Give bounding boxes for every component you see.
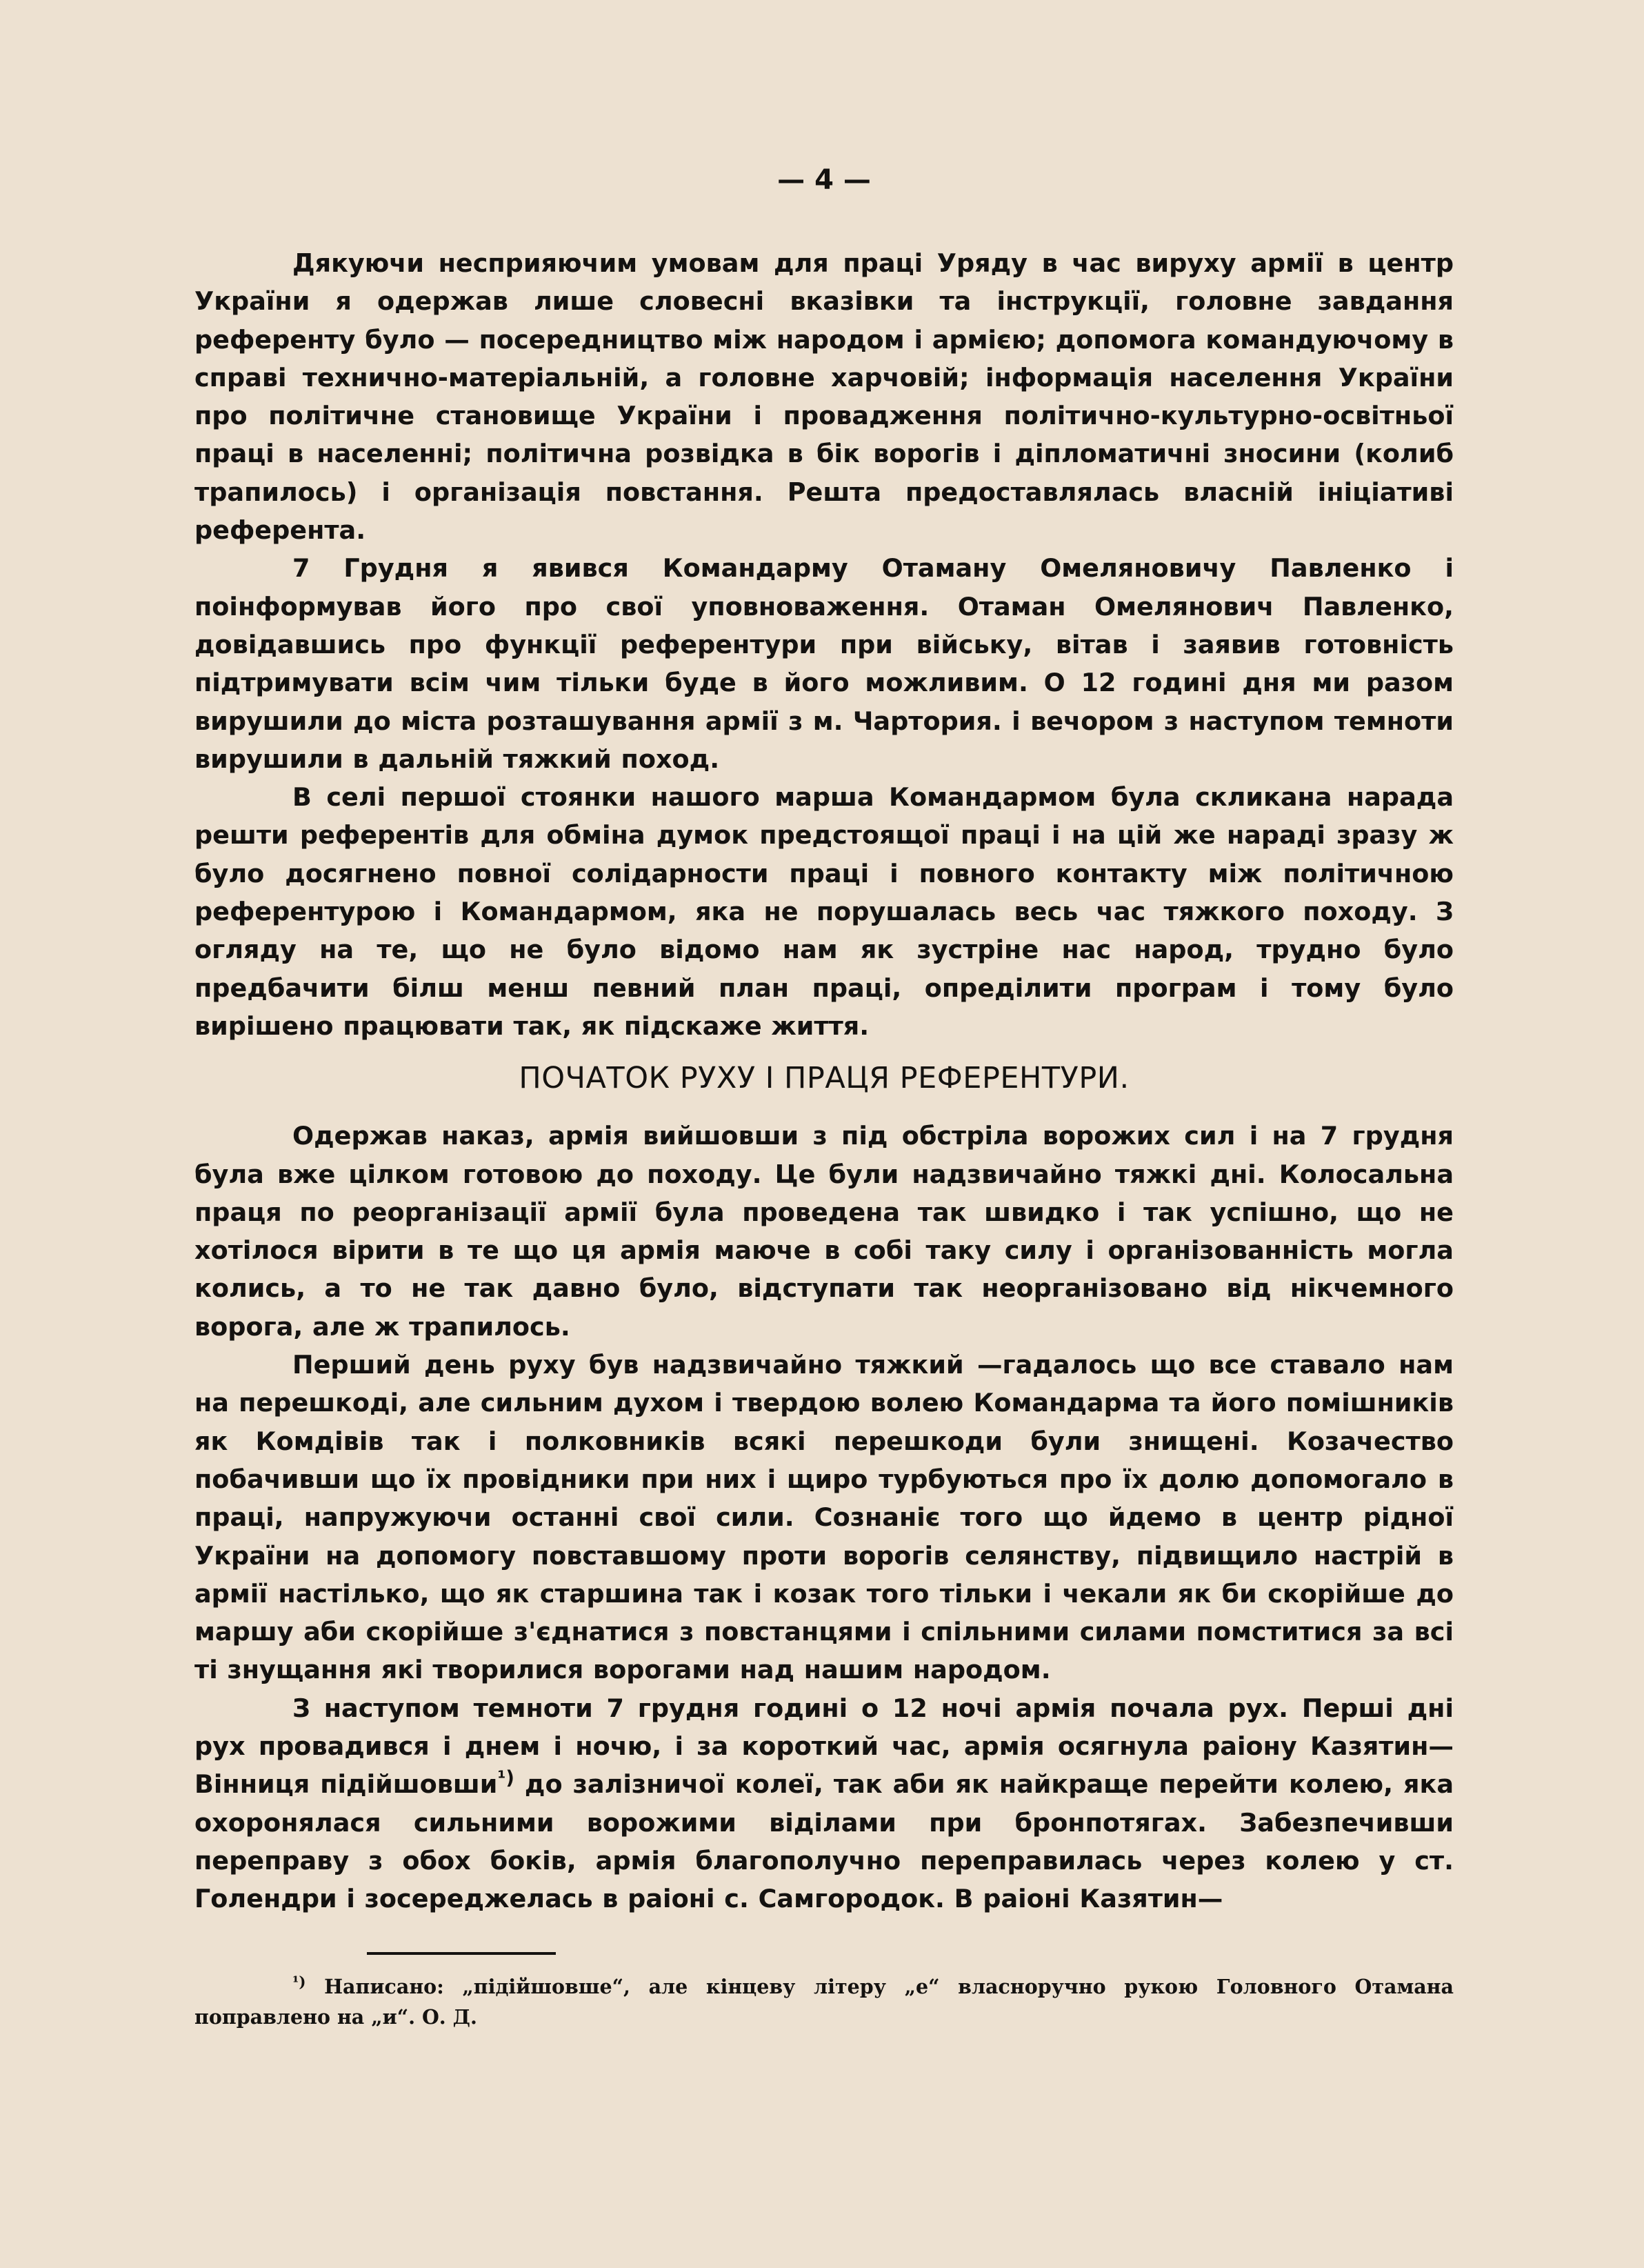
section-heading: ПОЧАТОК РУХУ І ПРАЦЯ РЕФЕРЕНТУРИ. xyxy=(519,1061,1130,1096)
paragraph-text-start: З наступом темноти 7 грудня годині о 12 ночі армія почала рух. Перші дні рух провадився і днем і ночю, і за короткий час, армія осягнула раіону Казятин—Вінниця підійшовши xyxy=(194,1693,1454,1800)
paragraph-text-end: до залізничої колеї, так аби як найкраще перейти колею, яка охоронялася сильними ворожими віділами при бронпотягах. Забезпечивши переправу з обох боків, армія благополучно переправилась через колею у ст. Голендри і зосереджелась в раіоні с. Самгородок. В раіоні Казятин— xyxy=(194,1769,1454,1914)
paragraph: В селі першої стоянки нашого марша Командармом була скликана нарада решти референтів для обміна думок предстоящої праці і на цій же нараді зразу ж було досягнено повної солідарности праці і повного контакту між політичною референтурою і Командармом, яка не порушалась весь час тяжкого походу. З огляду на те, що не було відомо нам як зустріне нас народ, трудно було предбачити білш менш певний план праці, опреділити програм і тому було вирішено працювати так, як підскаже життя. xyxy=(194,782,1454,1041)
footnote-reference: ¹) xyxy=(497,1767,514,1789)
footnote-mark: ¹) xyxy=(292,1973,306,1991)
paragraph: Дякуючи несприяючим умовам для праці Уряду в час виpуху армії в центр України я одержав лише словесні вказівки та інструкції, головне завдання референту було — посередництво між народом і армією; допомога командуючому в справі технично-матеріальній, а головне харчовій; інформація населення України про політичне становище України і провадження політично-культурно-освітньої праці в населенні; політична розвідка в бік ворогів і діпломатичні зносини (колиб трапилось) і організація повстання. Решта предоставлялась власній ініціативі референта. xyxy=(194,248,1454,546)
paragraph: Перший день руху був надзвичайно тяжкий —гадалось що все ставало нам на перешкоді, але сильним духом і твердою волею Командарма та його помішників як Комдівів так і полковників всякі перешкоди були знищені. Козачество побачивши що їх провідники при них і щиро турбуються про їх долю допомогало в праці, напружуючи останні свої сили. Сознаніє того що йдемо в центр рідної України на допомогу повставшому проти ворогів селянству, підвищило настрій в армії настілько, що як старшина так і козак того тільки і чекали як би скорійше до маршу аби скорійше з'єднатися з повстанцями і спільними силами помститися за всі ті знущання які творилися ворогами над нашим народом. xyxy=(194,1350,1454,1685)
paragraph: Одержав наказ, армія вийшовши з під обстріла ворожих сил і на 7 грудня була вже цілком готовою до походу. Це були надзвичайно тяжкі дні. Колосальна праця по реорганізації армії була проведена так швидко і так успішно, що не хотілося вірити в те що ця армія маюче в собі таку силу і організованність могла колись, а то не так давно було, відступати так неорганізовано від нікчемного ворога, але ж трапилось. xyxy=(194,1121,1454,1342)
page-number: — 4 — xyxy=(777,164,871,196)
paragraph: 7 Грудня я явився Командарму Отаману Омеляновичу Павленко і поінформував його про свої уповноваження. Отаман Омелянович Павленко, довідавшись про функції референтури при війську, вітав і заявив готовність підтримувати всім чим тільки буде в його можливим. О 12 годині дня ми разом вирушили до міста розташування армії з м. Чартория. і вечором з наступом темноти вирушили в дальній тяжкий поход. xyxy=(194,553,1454,774)
page-content xyxy=(194,163,1454,2032)
footnote-text: Написано: „підійшовше“, але кінцеву літеру „е“ власноручно рукою Головного Отамана поправлено на „и“. О. Д. xyxy=(194,1975,1454,2029)
paragraph-with-footnote-ref xyxy=(194,1689,1454,1918)
footnote-divider xyxy=(367,1952,556,1955)
footnote xyxy=(194,1971,1454,2032)
